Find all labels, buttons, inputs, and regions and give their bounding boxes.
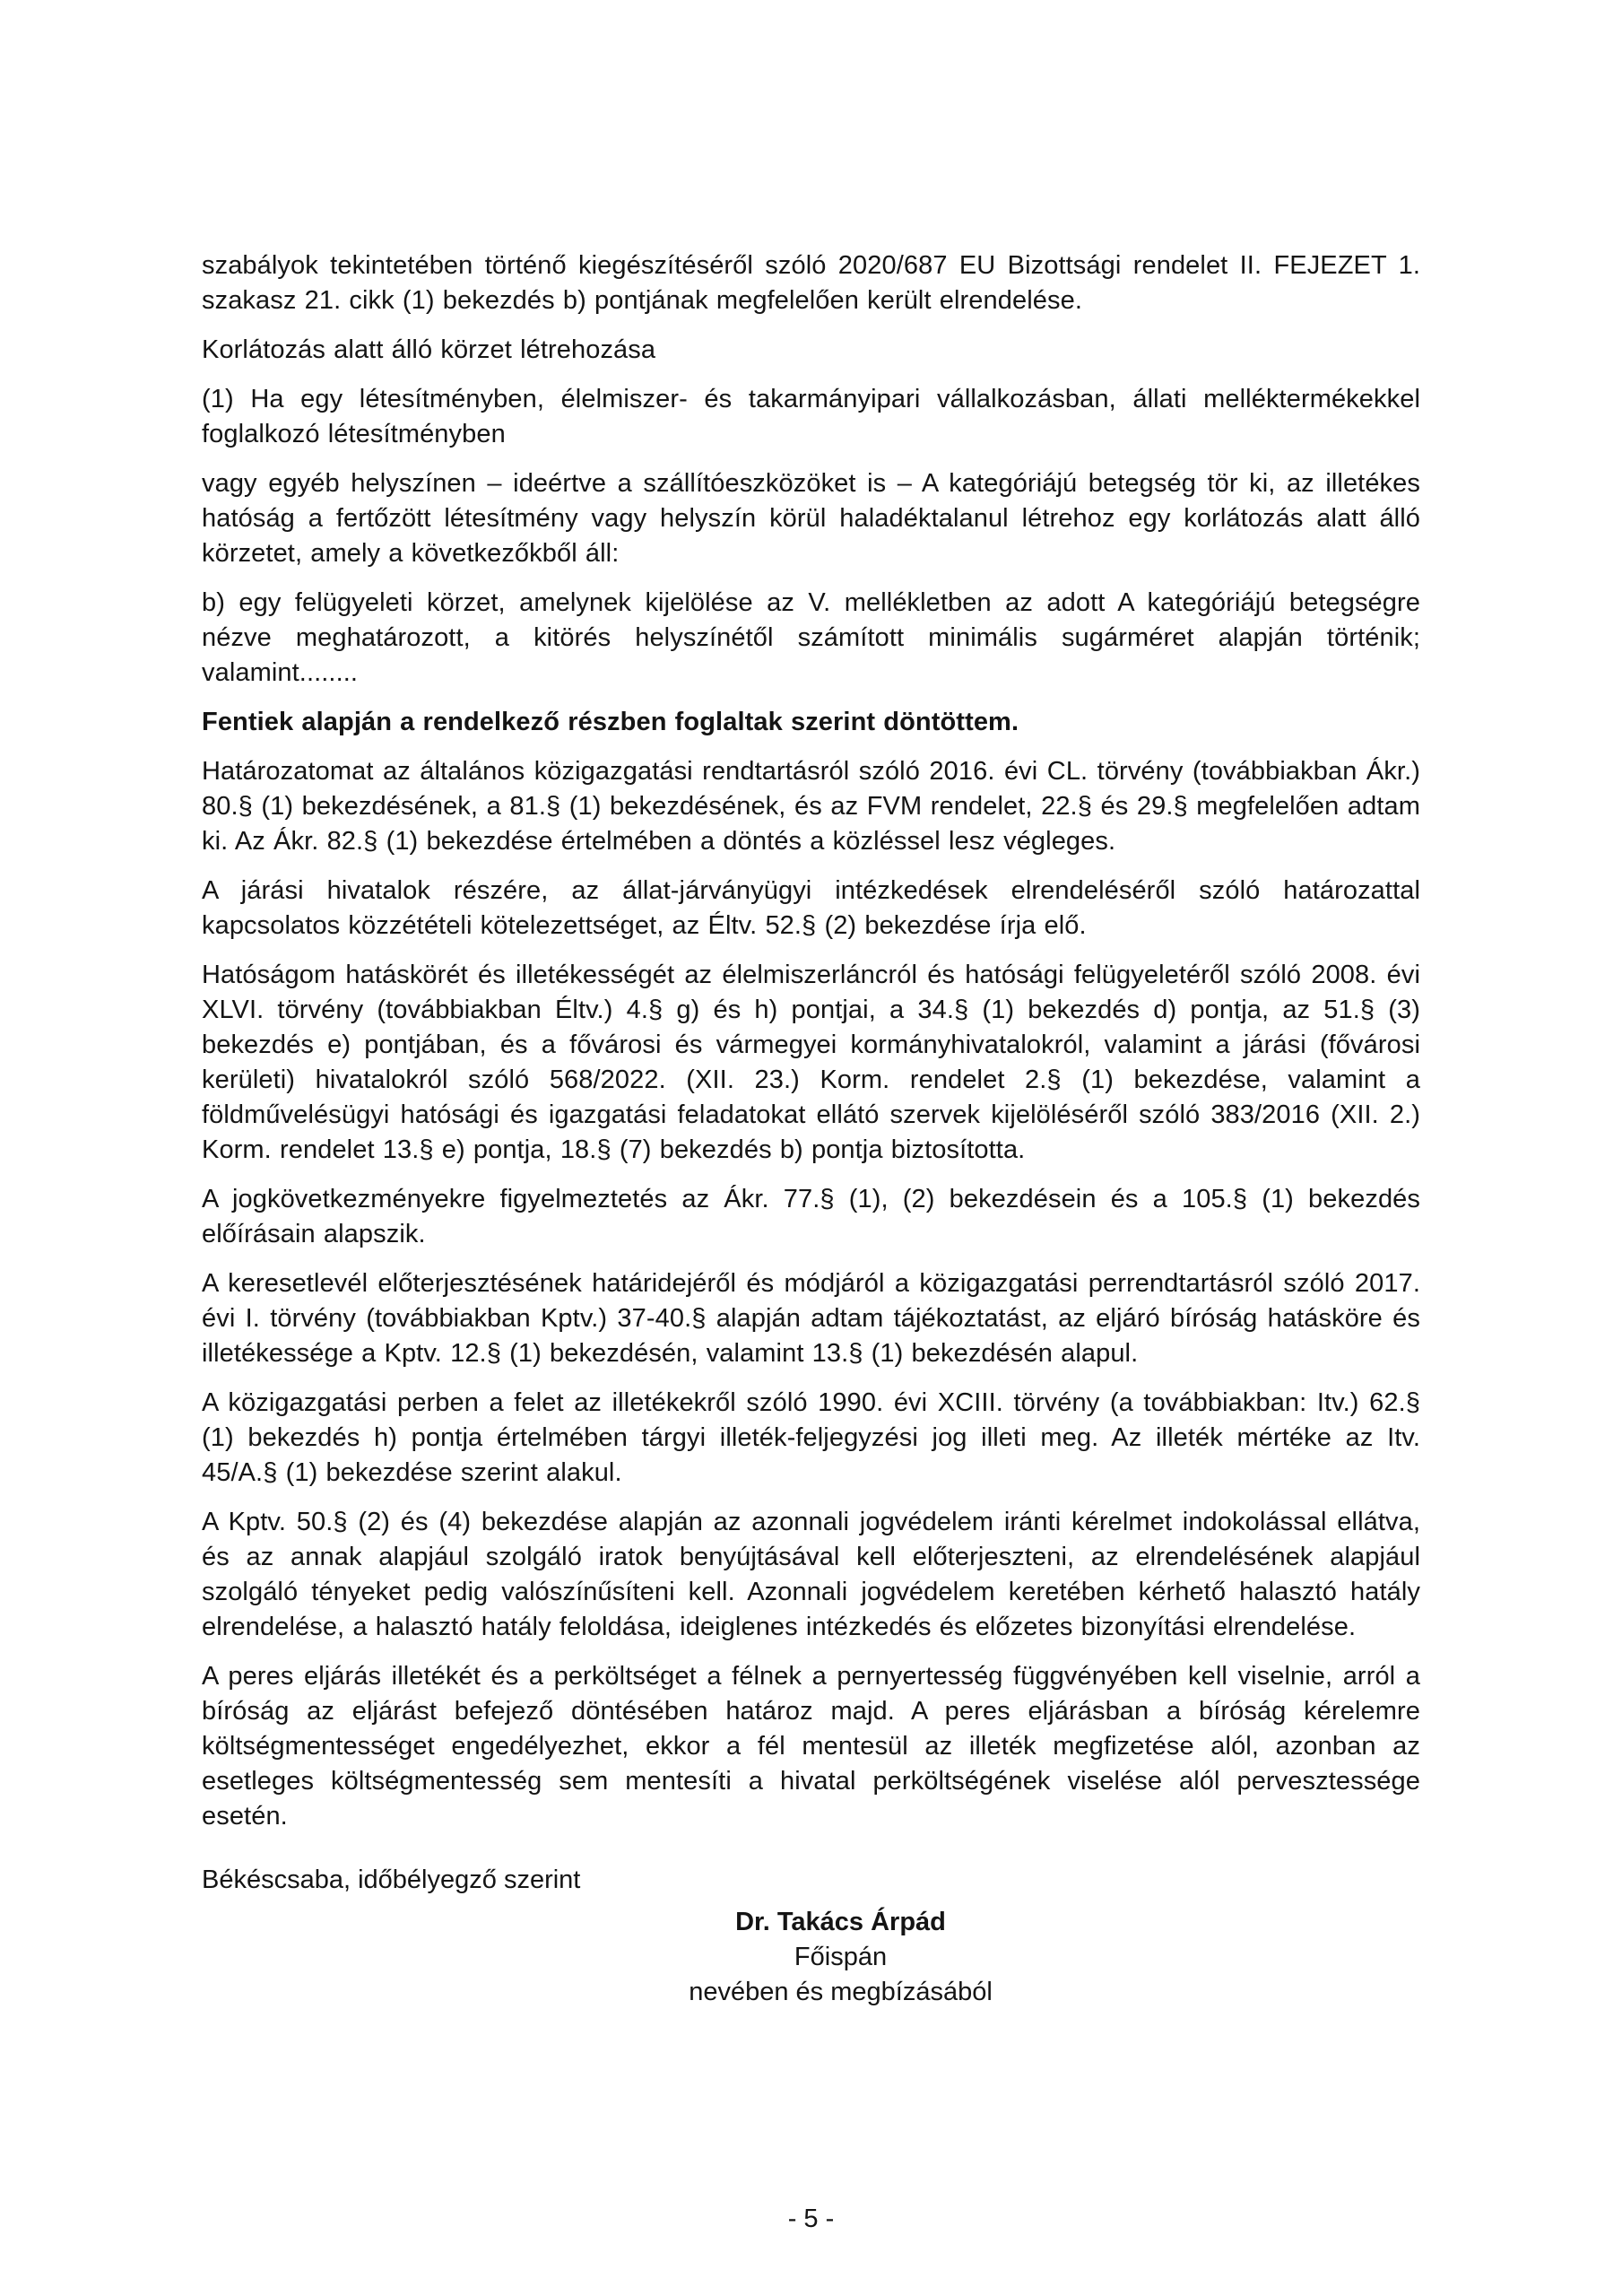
page-number: - 5 - xyxy=(787,2205,835,2233)
document-body xyxy=(202,248,1420,2010)
paragraph-authority-competence: Hatóságom hatáskörét és illetékességét az élelmiszerláncról és hatósági felügyeletéről szóló 2008. évi XLVI. törvény (továbbiakban Éltv.) 4.§ g) és h) pontjai, a 34.§ (1) bekezdés d) pontja, az 51.§ (3) bekezdés e) pontjában, és a fővárosi és vármegyei kormányhivatalokról, valamint a járási (fővárosi kerületi) hivatalokról szóló 568/2022. (XII. 23.) Korm. rendelet 2.§ (1) bekezdése, valamint a földművelésügyi hatósági és igazgatási feladatokat ellátó szervek kijelöléséről szóló 383/2016 (XII. 2.) Korm. rendelet 13.§ e) pontja, 18.§ (7) bekezdés b) pontja biztosította. xyxy=(202,961,1420,1164)
paragraph-statement-of-claim: A keresetlevél előterjesztésének határidejéről és módjáról a közigazgatási perrendtartásról szóló 2017. évi I. törvény (továbbiakban Kptv.) 37-40.§ alapján adtam tájékoztatást, az eljáró bíróság hatásköre és illetékessége a Kptv. 12.§ (1) bekezdésén, valamint 13.§ (1) bekezdésén alapul. xyxy=(202,1269,1420,1368)
signature-block xyxy=(202,1905,1420,2010)
paragraph-legal-consequences: A jogkövetkezményekre figyelmeztetés az Ákr. 77.§ (1), (2) bekezdésein és a 105.§ (1) bekezdés előírásain alapszik. xyxy=(202,1185,1420,1248)
paragraph-district-offices: A járási hivatalok részére, az állat-járványügyi intézkedések elrendeléséről szóló határozattal kapcsolatos közzétételi kötelezettséget, az Éltv. 52.§ (2) bekezdése írja elő. xyxy=(202,876,1420,940)
dateline: Békéscsaba, időbélyegző szerint xyxy=(202,1866,581,1894)
paragraph-surveillance-zone-clause: b) egy felügyeleti körzet, amelynek kijelölése az V. mellékletben az adott A kategóriájú betegségre nézve meghatározott, a kitörés helyszínétől számított minimális sugárméret alapján történik; valamint........ xyxy=(202,588,1420,687)
signatory-name: Dr. Takács Árpád xyxy=(735,1908,946,1936)
signatory-authorization-note: nevében és megbízásából xyxy=(689,1978,993,2006)
paragraph-restricted-zone-subtitle: Korlátozás alatt álló körzet létrehozása xyxy=(202,335,656,364)
paragraph-litigation-costs: A peres eljárás illetékét és a perköltséget a félnek a pernyertesség függvényében kell viselnie, arról a bíróság az eljárást befejező döntésében határoz majd. A peres eljárásban a bíróság kérelemre költségmentességet engedélyezhet, ekkor a fél mentesül az illeték megfizetése alól, azonban az esetleges költségmentesség sem mentesíti a hivatal perköltségének viselése alól pervesztessége esetén. xyxy=(202,1662,1420,1831)
paragraph-administrative-lawsuit-fee: A közigazgatási perben a felet az illetékekről szóló 1990. évi XCIII. törvény (a továbbiakban: Itv.) 62.§ (1) bekezdés h) pontja értelmében tárgyi illeték-feljegyzési jog illeti meg. Az illeték mértéke az Itv. 45/A.§ (1) bekezdése szerint alakul. xyxy=(202,1388,1420,1487)
decision-statement-heading: Fentiek alapján a rendelkező részben foglaltak szerint döntöttem. xyxy=(202,708,1019,736)
paragraph-regulation-intro: szabályok tekintetében történő kiegészítéséről szóló 2020/687 EU Bizottsági rendelet II. FEJEZET 1. szakasz 21. cikk (1) bekezdés b) pontjának megfelelően került elrendelése. xyxy=(202,251,1420,315)
paragraph-legal-basis-akr: Határozatomat az általános közigazgatási rendtartásról szóló 2016. évi CL. törvény (továbbiakban Ákr.) 80.§ (1) bekezdésének, a 81.§ (1) bekezdésének, és az FVM rendelet, 22.§ és 29.§ megfelelően adtam ki. Az Ákr. 82.§ (1) bekezdése értelmében a döntés a közléssel lesz végleges. xyxy=(202,757,1420,856)
paragraph-other-locations-clause: vagy egyéb helyszínen – ideértve a szállítóeszközöket is – A kategóriájú betegség tör ki, az illetékes hatóság a fertőzött létesítmény vagy helyszín körül haladéktalanul létrehoz egy korlátozás alatt álló körzetet, amely a következőkből áll: xyxy=(202,469,1420,568)
paragraph-immediate-legal-protection: A Kptv. 50.§ (2) és (4) bekezdése alapján az azonnali jogvédelem iránti kérelmet indokolással ellátva, és az annak alapjául szolgáló iratok benyújtásával kell előterjeszteni, az elrendelésének alapjául szolgáló tényeket pedig valószínűsíteni kell. Azonnali jogvédelem keretében kérhető halasztó hatály elrendelése, a halasztó hatály feloldása, ideiglenes intézkedés és előzetes bizonyítási elrendelése. xyxy=(202,1508,1420,1641)
paragraph-establishment-clause: (1) Ha egy létesítményben, élelmiszer- és takarmányipari vállalkozásban, állati melléktermékekkel foglalkozó létesítményben xyxy=(202,385,1420,448)
signatory-title: Főispán xyxy=(794,1943,888,1971)
